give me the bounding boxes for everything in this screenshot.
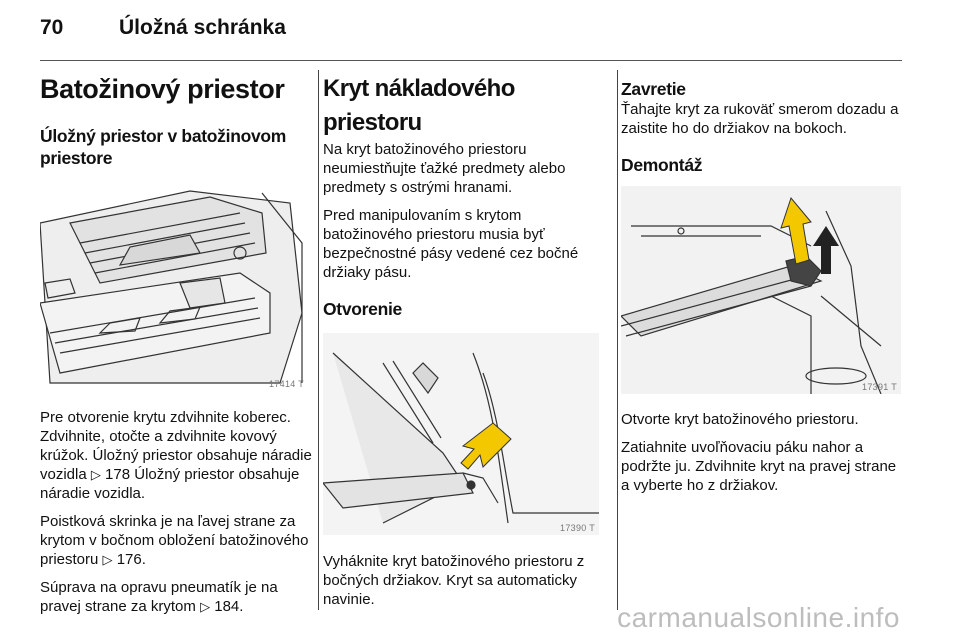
- trunk-storage-illustration: [40, 183, 308, 391]
- figure-remove-cover: [621, 186, 901, 394]
- paragraph-remove-lift: Zatiahnite uvoľňovaciu páku nahor a podržte ju. Zdvihnite kryt na pravej strane a vyberte ho z držiakov.: [621, 439, 897, 494]
- figure-trunk-storage: [40, 183, 308, 391]
- column-divider-2: [617, 70, 618, 610]
- paragraph-fusebox: Poistková skrinka je na ľavej strane za krytom v bočnom obložení batožinového priestoru ▷ 176.: [40, 513, 309, 568]
- page-reference-arrow-icon: ▷: [90, 467, 101, 482]
- figure-open-cover: [323, 333, 599, 535]
- paragraph-storage: Pre otvorenie krytu zdvihnite koberec. Zdvihnite, otočte a zdvihnite kovový krúžok. Úložný priestor obsahuje náradie vozidla ▷ 178 Úložný priestor obsahuje náradie vozidla.: [40, 409, 312, 502]
- page-number: 70: [40, 16, 64, 39]
- heading-close: Zavretie: [621, 79, 686, 99]
- page-reference-arrow-icon: ▷: [102, 552, 113, 567]
- paragraph-cover-belts: Pred manipulovaním s krytom batožinového priestoru musia byť bezpečnostné pásy vedené cez bočné držiaky pásu.: [323, 207, 579, 281]
- remove-cover-illustration: [621, 186, 901, 394]
- column-3: [621, 72, 906, 495]
- figure-code: 17390 T: [560, 523, 595, 533]
- figure-code: 17414 T: [269, 379, 304, 389]
- header-rule: [40, 60, 902, 61]
- column-2: [323, 72, 608, 609]
- paragraph-cover-warning: Na kryt batožinového priestoru neumiestňujte ťažké predmety alebo predmety s ostrými hranami.: [323, 141, 566, 196]
- section-title-cover: Kryt nákladového priestoru: [323, 75, 515, 136]
- heading-remove: Demontáž: [621, 155, 703, 175]
- section-title: Batožinový priestor: [40, 74, 285, 104]
- paragraph-close: Ťahajte kryt za rukoväť smerom dozadu a zaistite ho do držiakov na bokoch.: [621, 101, 899, 137]
- open-cover-illustration: [323, 333, 599, 535]
- paragraph-repair-kit: Súprava na opravu pneumatík je na pravej strane za krytom ▷ 184.: [40, 579, 278, 615]
- page-reference-arrow-icon: ▷: [200, 599, 211, 614]
- paragraph-open: Vyháknite kryt batožinového priestoru z bočných držiakov. Kryt sa automaticky navinie.: [323, 553, 585, 608]
- paragraph-remove-open: Otvorte kryt batožinového priestoru.: [621, 411, 859, 428]
- subsection-title: Úložný priestor v batožinovom priestore: [40, 126, 287, 168]
- column-1: [40, 72, 312, 616]
- watermark: carmanualsonline.info: [617, 602, 900, 633]
- figure-code: 17391 T: [862, 382, 897, 392]
- running-head: Úložná schránka: [119, 16, 286, 39]
- column-divider-1: [318, 70, 319, 610]
- heading-open: Otvorenie: [323, 299, 402, 319]
